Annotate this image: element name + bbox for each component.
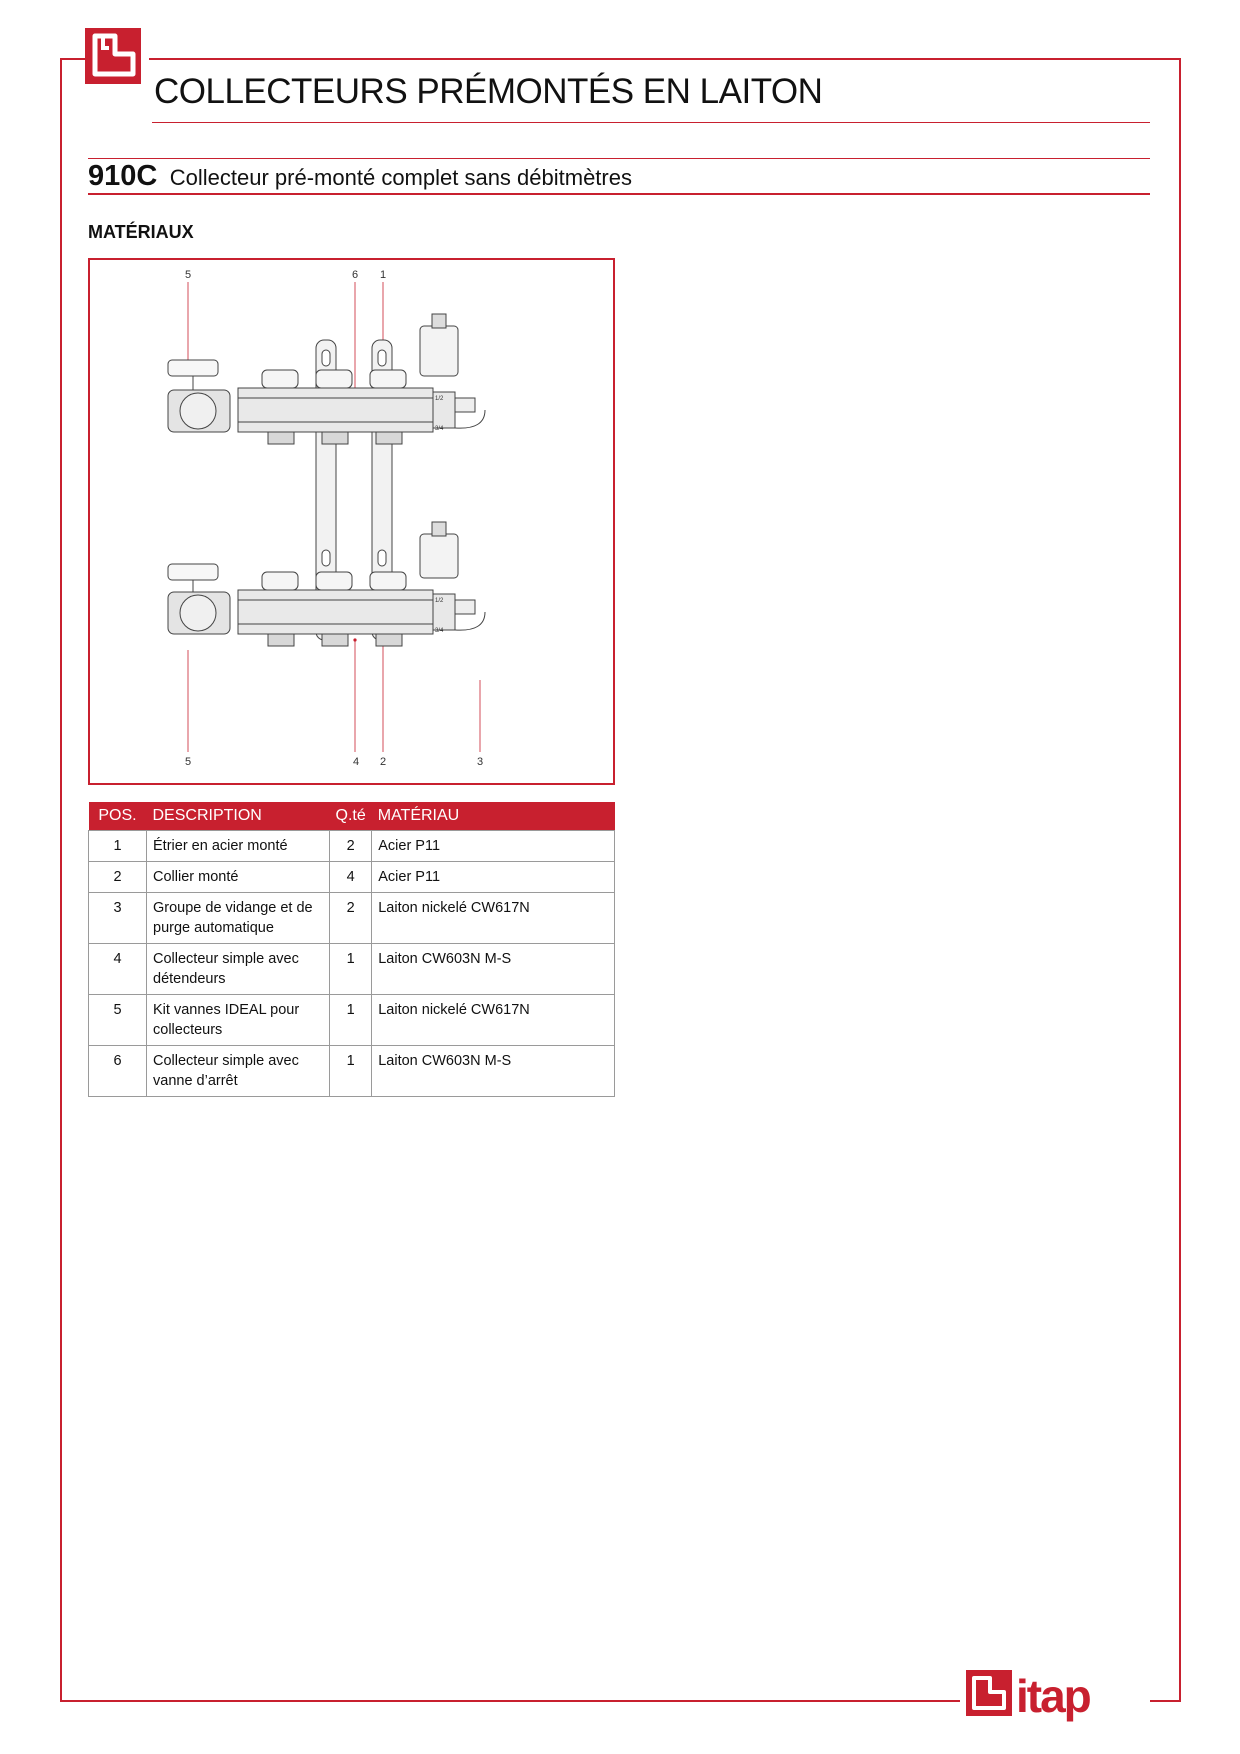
cell-description: Collecteur simple avec vanne d’arrêt bbox=[147, 1045, 330, 1096]
frame-bottom-line-right bbox=[1150, 1700, 1181, 1702]
code-rule-bottom bbox=[88, 193, 1150, 195]
cell-description: Kit vannes IDEAL pour collecteurs bbox=[147, 994, 330, 1045]
table-row bbox=[89, 1045, 615, 1096]
label-top-1: 1 bbox=[380, 269, 387, 281]
table-row bbox=[89, 943, 615, 994]
header-underline bbox=[152, 122, 1150, 123]
cell-quantity: 4 bbox=[330, 861, 372, 892]
header-logo bbox=[85, 28, 141, 84]
cell-material: Laiton CW603N M-S bbox=[372, 1045, 615, 1096]
cell-description: Étrier en acier monté bbox=[147, 830, 330, 861]
frame-bottom-line bbox=[60, 1700, 960, 1702]
cell-pos: 6 bbox=[89, 1045, 147, 1096]
cell-pos: 3 bbox=[89, 892, 147, 943]
product-subtitle: Collecteur pré-monté complet sans débitmètres bbox=[169, 165, 632, 190]
itap-pipe-icon bbox=[85, 28, 141, 84]
page-title: COLLECTEURS PRÉMONTÉS EN LAITON bbox=[154, 72, 823, 111]
product-code: 910C bbox=[88, 160, 158, 192]
header-material: MATÉRIAU bbox=[372, 802, 615, 830]
table-row bbox=[89, 830, 615, 861]
label-bottom-2: 2 bbox=[380, 756, 387, 768]
label-top-5: 5 bbox=[185, 269, 192, 281]
cell-pos: 1 bbox=[89, 830, 147, 861]
cell-material: Acier P11 bbox=[372, 861, 615, 892]
footer-logo bbox=[966, 1666, 1142, 1726]
top-manifold bbox=[168, 314, 485, 444]
label-bottom-3: 3 bbox=[477, 756, 484, 768]
cell-quantity: 1 bbox=[330, 994, 372, 1045]
table-row bbox=[89, 892, 615, 943]
frame-top-line-right bbox=[149, 58, 1181, 60]
cell-quantity: 1 bbox=[330, 1045, 372, 1096]
cell-pos: 4 bbox=[89, 943, 147, 994]
itap-logo-icon bbox=[966, 1666, 1142, 1726]
fitting-label-bottom-1: 1/2 bbox=[435, 598, 444, 604]
cell-description: Collecteur simple avec détendeurs bbox=[147, 943, 330, 994]
label-bottom-5: 5 bbox=[185, 756, 192, 768]
header-description: DESCRIPTION bbox=[147, 802, 330, 830]
cell-pos: 5 bbox=[89, 994, 147, 1045]
label-top-6: 6 bbox=[352, 269, 359, 281]
table-row bbox=[89, 994, 615, 1045]
frame-top-line bbox=[60, 58, 85, 60]
cell-material: Acier P11 bbox=[372, 830, 615, 861]
cell-description: Collier monté bbox=[147, 861, 330, 892]
label-bottom-4: 4 bbox=[353, 756, 360, 768]
code-rule-top bbox=[88, 158, 1150, 159]
header-pos: POS. bbox=[89, 802, 147, 830]
manifold-drawing bbox=[90, 260, 613, 783]
table-row bbox=[89, 861, 615, 892]
cell-quantity: 2 bbox=[330, 830, 372, 861]
frame-left-line bbox=[60, 58, 62, 1702]
cell-quantity: 2 bbox=[330, 892, 372, 943]
table-header-row bbox=[89, 802, 615, 830]
header-quantity: Q.té bbox=[330, 802, 372, 830]
fitting-label-bottom-2: 3/4 bbox=[435, 628, 444, 634]
cell-material: Laiton nickelé CW617N bbox=[372, 994, 615, 1045]
materials-table bbox=[88, 802, 615, 1097]
manifold-diagram bbox=[88, 258, 615, 785]
fitting-label-top-2: 3/4 bbox=[435, 426, 444, 432]
cell-material: Laiton CW603N M-S bbox=[372, 943, 615, 994]
fitting-label-top-1: 1/2 bbox=[435, 396, 444, 402]
footer-logo-text: itap bbox=[1016, 1670, 1090, 1722]
cell-quantity: 1 bbox=[330, 943, 372, 994]
cell-description: Groupe de vidange et de purge automatique bbox=[147, 892, 330, 943]
cell-material: Laiton nickelé CW617N bbox=[372, 892, 615, 943]
frame-right-line bbox=[1179, 58, 1181, 1702]
section-heading: MATÉRIAUX bbox=[88, 222, 194, 242]
product-heading bbox=[88, 160, 632, 193]
cell-pos: 2 bbox=[89, 861, 147, 892]
